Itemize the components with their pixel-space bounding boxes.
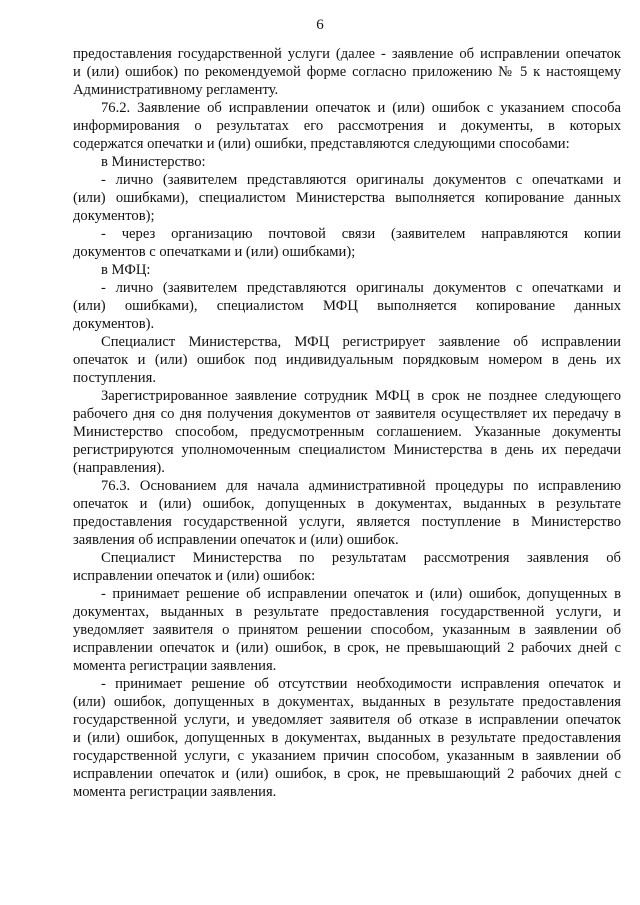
text-line: опечаток и (или) ошибок под индивидуальным порядковым номером в день их <box>73 352 621 368</box>
text-line: Специалист Министерства по результатам рассмотрения заявления об <box>101 550 621 566</box>
text-line: момента регистрации заявления. <box>73 784 277 800</box>
text-line: - лично (заявителем представляются оригиналы документов с опечатками и <box>101 280 621 296</box>
text-line: 76.3. Основанием для начала административной процедуры по исправлению <box>101 478 621 494</box>
text-line: информирования о результатах его рассмотрения и документы, в которых <box>73 118 621 134</box>
text-line: исправлении опечаток и (или) ошибок, в срок, не превышающий 2 рабочих дней с <box>73 766 621 782</box>
text-line: момента регистрации заявления. <box>73 658 277 674</box>
text-line: заявления об исправлении опечаток и (или) ошибок. <box>73 532 399 548</box>
text-line: Административному регламенту. <box>73 82 279 98</box>
text-line: содержатся опечатки и (или) ошибки, представляются следующими способами: <box>73 136 570 152</box>
text-line: (или) ошибками), специалистом Министерства выполняется копирование данных <box>73 190 621 206</box>
text-line: Министерство способом, предусмотренным соглашением. Указанные документы <box>73 424 621 440</box>
text-line: уведомляет заявителя о принятом решении способом, указанным в заявлении об <box>73 622 621 638</box>
text-line: предоставления государственной услуги (далее - заявление об исправлении опечаток <box>73 46 621 62</box>
text-line: (направления). <box>73 460 165 476</box>
document-body <box>73 45 621 801</box>
text-line: государственной услуги, и уведомляет заявителя об отказе в исправлении опечаток <box>73 712 621 728</box>
text-line: в Министерство: <box>101 154 206 170</box>
text-line: поступления. <box>73 370 156 386</box>
text-line: - через организацию почтовой связи (заявителем направляются копии <box>101 226 621 242</box>
text-line: исправлении опечаток и (или) ошибок, в срок, не превышающий 2 рабочих дней с <box>73 640 621 656</box>
text-line: Специалист Министерства, МФЦ регистрирует заявление об исправлении <box>101 334 621 350</box>
text-line: регистрируются уполномоченным специалистом Министерства в день их передачи <box>73 442 621 458</box>
text-line: (или) ошибок, допущенных в документах, выданных в результате предоставления <box>73 694 621 710</box>
text-line: - принимает решение об отсутствии необходимости исправления опечаток и <box>101 676 621 692</box>
text-line: и (или) ошибок) по рекомендуемой форме согласно приложению № 5 к настоящему <box>73 64 621 80</box>
text-line: - лично (заявителем представляются оригиналы документов с опечатками и <box>101 172 621 188</box>
text-line: документов); <box>73 208 155 224</box>
text-line: исправлении опечаток и (или) ошибок: <box>73 568 316 584</box>
text-line: опечаток и (или) ошибок, допущенных в документах, выданных в результате <box>73 496 621 512</box>
text-line: и (или) ошибок, допущенных в документах, выданных в результате предоставления <box>73 730 621 746</box>
text-line: Зарегистрированное заявление сотрудник МФЦ в срок не позднее следующего <box>101 388 621 404</box>
text-line: предоставления государственной услуги, является поступление в Министерство <box>73 514 621 530</box>
text-line: (или) ошибками), специалистом МФЦ выполняется копирование данных <box>73 298 621 314</box>
text-line: 76.2. Заявление об исправлении опечаток и (или) ошибок с указанием способа <box>101 100 621 116</box>
page-number: 6 <box>316 17 324 33</box>
text-line: документов с опечатками и (или) ошибками); <box>73 244 356 260</box>
text-line: государственной услуги, с указанием причин способом, указанным в заявлении об <box>73 748 621 764</box>
text-line: документов). <box>73 316 155 332</box>
text-line: - принимает решение об исправлении опечаток и (или) ошибок, допущенных в <box>101 586 621 602</box>
text-line: рабочего дня со дня получения документов от заявителя осуществляет их передачу в <box>73 406 621 422</box>
text-line: в МФЦ: <box>101 262 151 278</box>
text-line: документах, выданных в результате предоставления государственной услуги, и <box>73 604 621 620</box>
